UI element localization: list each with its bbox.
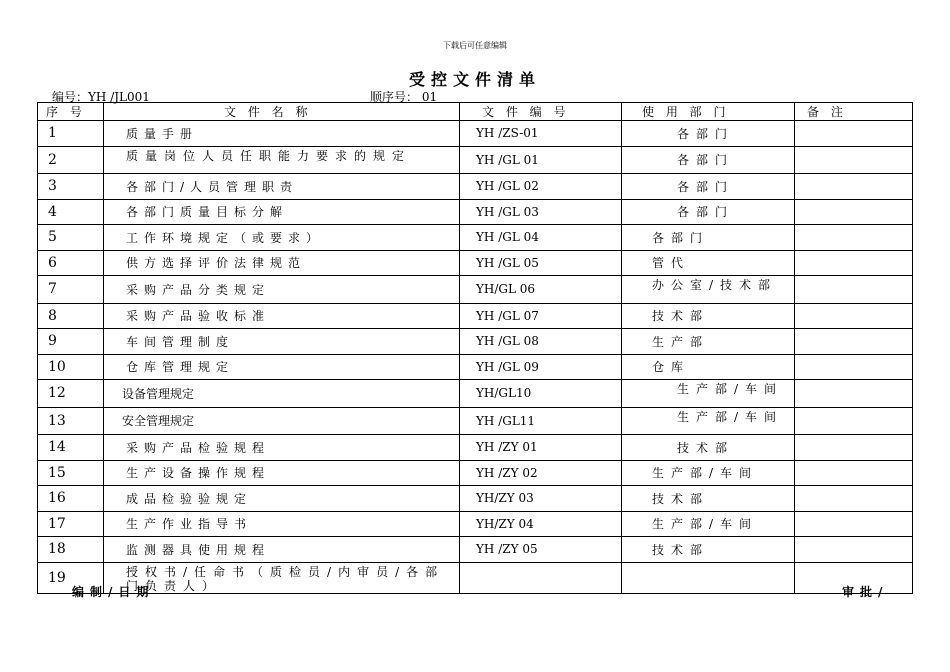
remark [795,329,913,355]
header-seq: 序 号 [38,103,104,121]
using-department: 技术部 [622,486,795,512]
remark [795,146,913,174]
document-code: YH /GL 01 [460,146,622,174]
using-department: 管代 [622,250,795,276]
document-name: 仓库管理规定 [104,354,460,380]
document-code: YH /GL 04 [460,225,622,251]
table-row [38,225,913,251]
document-name: 质量岗位人员任职能力要求的规定 [104,146,460,174]
row-number: 17 [38,511,104,537]
using-department: 各部门 [622,146,795,174]
header-note: 下载后可任意编辑 [443,41,507,50]
row-number: 2 [38,146,104,174]
table-row [38,121,913,147]
row-number: 8 [38,303,104,329]
document-code: YH /GL 07 [460,303,622,329]
row-number: 18 [38,537,104,563]
document-name: 监测器具使用规程 [104,537,460,563]
remark [795,354,913,380]
using-department: 生产部/车间 [622,511,795,537]
remark [795,174,913,200]
row-number: 12 [38,380,104,408]
remark [795,486,913,512]
using-department: 办公室/技术部 [622,276,795,304]
document-name: 设备管理规定 [104,380,460,408]
document-code: YH /GL 02 [460,174,622,200]
remark [795,225,913,251]
table-row [38,460,913,486]
using-department: 各部门 [622,199,795,225]
row-number: 10 [38,354,104,380]
remark [795,199,913,225]
table-row [38,199,913,225]
using-department: 生产部 [622,329,795,355]
document-code: YH /GL11 [460,407,622,435]
document-name: 各部门/人员管理职责 [104,174,460,200]
remark [795,121,913,147]
document-code: YH/GL10 [460,380,622,408]
document-name: 安全管理规定 [104,407,460,435]
header-code: 文 件 编 号 [460,103,622,121]
document-code: YH/GL 06 [460,276,622,304]
table-row [38,276,913,304]
document-code: YH /ZS-01 [460,121,622,147]
table-row [38,303,913,329]
using-department: 仓库 [622,354,795,380]
approved-by: 审批/ [842,585,889,599]
document-name: 授权书/任命书（质检员/内审员/各部门负责人） [104,562,460,593]
using-department: 生产部/车间 [622,460,795,486]
remark [795,380,913,408]
document-name: 各部门质量目标分解 [104,199,460,225]
document-code: YH /ZY 05 [460,537,622,563]
using-department [622,562,795,593]
using-department: 技术部 [622,303,795,329]
table-row [38,146,913,174]
header-dept: 使 用 部 门 [622,103,795,121]
using-department: 各部门 [622,225,795,251]
row-number: 14 [38,435,104,461]
table-row [38,354,913,380]
document-name: 生产作业指导书 [104,511,460,537]
table-row [38,435,913,461]
table-row [38,250,913,276]
row-number: 9 [38,329,104,355]
document-code: YH /ZY 01 [460,435,622,461]
row-number: 4 [38,199,104,225]
document-name: 成品检验验规定 [104,486,460,512]
remark [795,250,913,276]
header-name: 文 件 名 称 [104,103,460,121]
document-name: 车间管理制度 [104,329,460,355]
using-department: 生产部/车间 [622,380,795,408]
remark [795,303,913,329]
document-code: YH/ZY 04 [460,511,622,537]
document-name: 生产设备操作规程 [104,460,460,486]
table-row [38,537,913,563]
row-number: 15 [38,460,104,486]
using-department: 生产部/车间 [622,407,795,435]
row-number: 16 [38,486,104,512]
document-code: YH /GL 08 [460,329,622,355]
controlled-documents-table [37,102,913,594]
document-code: YH /ZY 02 [460,460,622,486]
document-name: 工作环境规定（或要求） [104,225,460,251]
document-code: YH/ZY 03 [460,486,622,512]
document-name: 采购产品分类规定 [104,276,460,304]
remark [795,435,913,461]
document-name: 采购产品检验规程 [104,435,460,461]
row-number: 5 [38,225,104,251]
row-number: 3 [38,174,104,200]
remark [795,511,913,537]
remark [795,460,913,486]
document-name: 供方选择评价法律规范 [104,250,460,276]
remark [795,276,913,304]
table-row [38,562,913,593]
row-number: 19 [38,562,104,593]
document-title: 受控文件清单 [408,70,541,89]
document-code: YH /GL 09 [460,354,622,380]
table-row [38,380,913,408]
row-number: 1 [38,121,104,147]
using-department: 技术部 [622,435,795,461]
document-number: 编号：YH /JL001 [52,90,150,104]
document-name: 质量手册 [104,121,460,147]
using-department: 各部门 [622,121,795,147]
document-code [460,562,622,593]
row-number: 7 [38,276,104,304]
using-department: 各部门 [622,174,795,200]
row-number: 6 [38,250,104,276]
remark [795,407,913,435]
table-row [38,329,913,355]
row-number: 13 [38,407,104,435]
document-code: YH /GL 03 [460,199,622,225]
table-row [38,511,913,537]
table-row [38,174,913,200]
using-department: 技术部 [622,537,795,563]
remark [795,537,913,563]
table-header-row [38,103,913,121]
header-note: 备 注 [795,103,913,121]
document-code: YH /GL 05 [460,250,622,276]
document-name: 采购产品验收标准 [104,303,460,329]
table-row [38,486,913,512]
prepared-by-date: 编制/日期 [72,585,155,599]
table-row [38,407,913,435]
sequence-number: 顺序号： 01 [370,90,438,104]
